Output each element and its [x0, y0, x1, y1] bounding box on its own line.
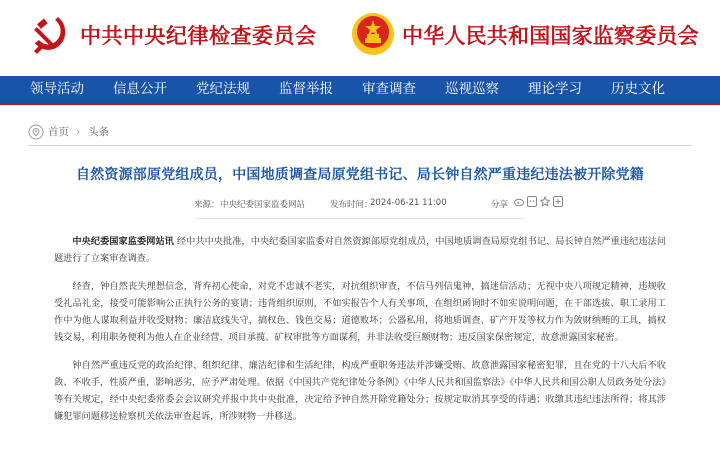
source-value: 中央纪委国家监委网站: [220, 200, 306, 210]
breadcrumb-divider: [28, 145, 692, 146]
source-label: 来源：: [194, 200, 220, 210]
breadcrumb: [28, 121, 692, 143]
share-qzone-icon[interactable]: [540, 196, 550, 207]
nav-item-regulations[interactable]: 党纪法规: [196, 81, 250, 97]
article-paragraph-1-text: 经中共中央批准，中央纪委国家监委对自然资源部原党组成员，中国地质调查局原党组书记、局长钟自然严重违纪违法问题进行了立案审查调查。: [54, 236, 667, 264]
nav-item-leadership[interactable]: 领导活动: [30, 81, 84, 97]
nav-item-theory[interactable]: 理论学习: [528, 81, 582, 97]
article-paragraph: [54, 233, 666, 267]
nav-item-history[interactable]: 历史文化: [611, 81, 665, 97]
home-icon: [28, 124, 44, 140]
share-label: 分享: [491, 200, 509, 210]
party-committee-title[interactable]: 中共中央纪律检查委员会: [80, 23, 317, 48]
site-header: [0, 0, 720, 76]
main-nav: [0, 76, 720, 105]
nav-item-report[interactable]: 监督举报: [279, 81, 333, 97]
article-body: [54, 233, 666, 425]
article-lead: 中央纪委国家监委网站讯: [72, 236, 174, 247]
breadcrumb-home-link[interactable]: 首页: [48, 126, 69, 138]
article-meta: [0, 194, 720, 212]
breadcrumb-current-link[interactable]: 头条: [88, 126, 109, 138]
published-label: 发布时间：: [330, 200, 373, 210]
national-emblem-icon: [350, 11, 396, 57]
article-title: 自然资源部原党组成员，中国地质调查局原党组书记、局长钟自然严重违纪违法被开除党籍: [76, 167, 644, 183]
share-wechat-icon[interactable]: [527, 196, 537, 207]
share-icons: [514, 196, 563, 207]
nav-item-disclosure[interactable]: 信息公开: [113, 81, 167, 97]
article-paragraph-2: 经查，钟自然丧失理想信念，背弃初心使命，对党不忠诚不老实，对抗组织审查，不信马列信鬼神，搞迷信活动；无视中央八项规定精神，违规收受礼品礼金，接受可能影响公正执行公务的宴请；违背组织原则，不如实报告个人有关事项，在组织函询时不如实说明问题，在干部选拔、职工录用工作中为他人谋取利益并收受财物；廉洁底线失守，搞权色、钱色交易；道德败坏；公器私用，将地质调查、矿产开发等权力作为敛财纳贿的工具，搞权钱交易，利用职务便利为他人在企业经营、项目承揽、矿权审批等方面谋利，并非法收受巨额财物；违反国家保密规定，故意泄露国家秘密。: [54, 281, 666, 343]
nav-item-investigation[interactable]: 审查调查: [362, 81, 416, 97]
nav-item-inspection[interactable]: 巡视巡察: [445, 81, 499, 97]
published-value: 2024-06-21 11:00: [370, 198, 447, 208]
state-commission-title[interactable]: 中华人民共和国国家监察委员会: [402, 23, 699, 48]
meta-divider: [196, 218, 524, 219]
breadcrumb-separator: ›: [76, 126, 81, 138]
article-paragraph-3: 钟自然严重违反党的政治纪律、组织纪律、廉洁纪律和生活纪律，构成严重职务违法并涉嫌受贿、故意泄露国家秘密犯罪，且在党的十八大后不收敛、不收手，性质严重，影响恶劣，应予严肃处理。依据《中国共产党纪律处分条例》《中华人民共和国监察法》《中华人民共和国公职人员政务处分法》等有关规定，经中央纪委常委会会议研究并报中共中央批准，决定给予钟自然开除党籍处分；按规定取消其享受的待遇；收缴其违纪违法所得；将其涉嫌犯罪问题移送检察机关依法审查起诉，所涉财物一并移送。: [54, 360, 666, 422]
share-weibo-icon[interactable]: [514, 196, 524, 207]
share-more-icon[interactable]: [553, 196, 563, 207]
party-emblem-icon: [28, 11, 74, 57]
